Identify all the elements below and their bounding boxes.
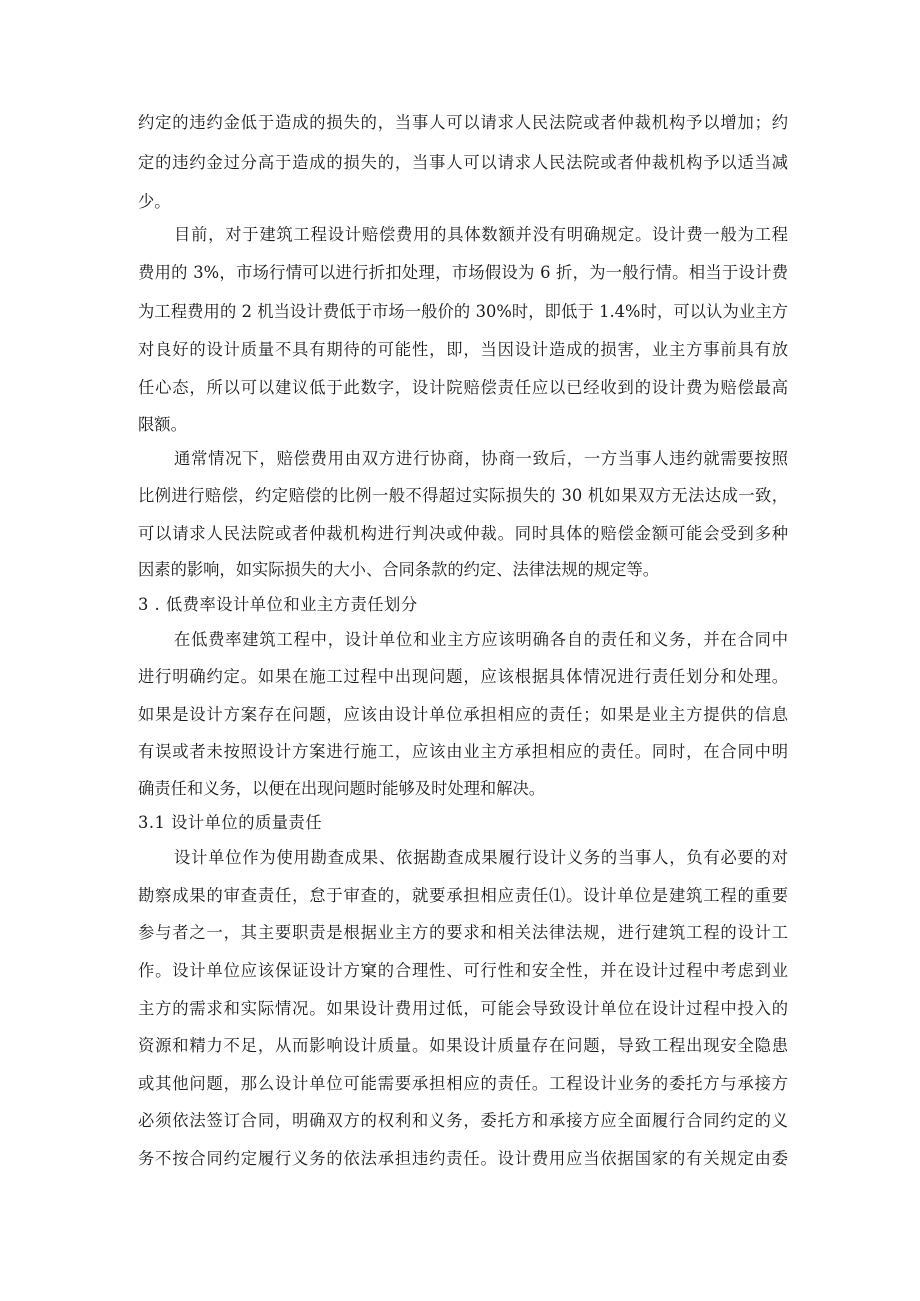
paragraph-line: 约定的违约金低于造成的损失的，当事人可以请求人民法院或者仲裁机构予以增加；约	[138, 113, 788, 132]
paragraph-line: 有误或者未按照设计方案进行施工，应该由业主方承担相应的责任。同时，在合同中明	[138, 742, 788, 761]
paragraph-line: 在低费率建筑工程中，设计单位和业主方应该明确各自的责任和义务，并在合同中	[174, 630, 788, 649]
paragraph-line: 可以请求人民法院或者仲裁机构进行判决或仲裁。同时具体的赔偿金额可能会受到多种	[138, 524, 788, 543]
paragraph-line: 参与者之一，其主要职责是根据业主方的要求和相关法律法规，进行建筑工程的设计工	[138, 923, 788, 942]
paragraph-line: 因素的影响，如实际损失的大小、合同条款的约定、法律法规的规定等。	[138, 560, 660, 579]
paragraph-line: 任心态，所以可以建议低于此数字，设计院赔偿责任应以已经收到的设计费为赔偿最高	[138, 378, 788, 397]
paragraph-line: 比例进行赔偿，约定赔偿的比例一般不得超过实际损失的 30 机如果双方无法达成一致，	[138, 486, 788, 505]
paragraph-line: 为工程费用的 2 机当设计费低于市场一般价的 30%时，即低于 1.4%时，可以认为业主方	[138, 302, 788, 321]
section-heading: 3 . 低费率设计单位和业主方责任划分	[138, 595, 418, 614]
paragraph-line: 费用的 3%，市场行情可以进行折扣处理，市场假设为 6 折，为一般行情。相当于设计费	[138, 263, 788, 282]
paragraph-line: 设计单位作为使用勘查成果、依据勘查成果履行设计义务的当事人，负有必要的对	[174, 848, 788, 867]
paragraph-line: 勘察成果的审查责任，怠于审查的，就要承担相应责任⑴。设计单位是建筑工程的重要	[138, 886, 788, 905]
paragraph-line: 确责任和义务，以便在出现问题时能够及时处理和解决。	[138, 779, 546, 798]
paragraph-line: 作。设计单位应该保证设计方窠的合理性、可行性和安全性，并在设计过程中考虑到业	[138, 961, 788, 980]
paragraph-line: 限额。	[138, 415, 187, 434]
paragraph-line: 通常情况下，赔偿费用由双方进行协商，协商一致后，一方当事人违约就需要按照	[174, 449, 788, 468]
paragraph-line: 进行明确约定。如果在施工过程中出现问题，应该根据具体情况进行责任划分和处理。	[138, 667, 788, 686]
paragraph-line: 资源和精力不足，从而影响设计质量。如果设计质量存在问题，导致工程出现安全隐患	[138, 1036, 788, 1055]
subsection-heading: 3.1 设计单位的质量责任	[138, 813, 323, 832]
paragraph-line: 对良好的设计质量不具有期待的可能性，即，当因设计造成的损害，业主方事前具有放	[138, 340, 788, 359]
paragraph-line: 必须依法签订合同，明确双方的权利和义务，委托方和承接方应全面履行合同约定的义	[138, 1111, 788, 1130]
paragraph-line: 如果是设计方案存在问题，应该由设计单位承担相应的责任；如果是业主方提供的信息	[138, 705, 788, 724]
paragraph-line: 主方的需求和实际情况。如果设计费用过低，可能会导致设计单位在设计过程中投入的	[138, 999, 788, 1018]
paragraph-line: 少。	[138, 192, 171, 211]
paragraph-line: 务不按合同约定履行义务的依法承担违约责任。设计费用应当依据国家的有关规定由委	[138, 1149, 788, 1168]
paragraph-line: 或其他问题，那么设计单位可能需要承担相应的责任。工程设计业务的委托方与承接方	[138, 1074, 788, 1093]
paragraph-line: 目前，对于建筑工程设计赔偿费用的具体数额并没有明确规定。设计费一般为工程	[174, 225, 788, 244]
paragraph-line: 定的违约金过分高于造成的损失的，当事人可以请求人民法院或者仲裁机构予以适当减	[138, 153, 788, 172]
